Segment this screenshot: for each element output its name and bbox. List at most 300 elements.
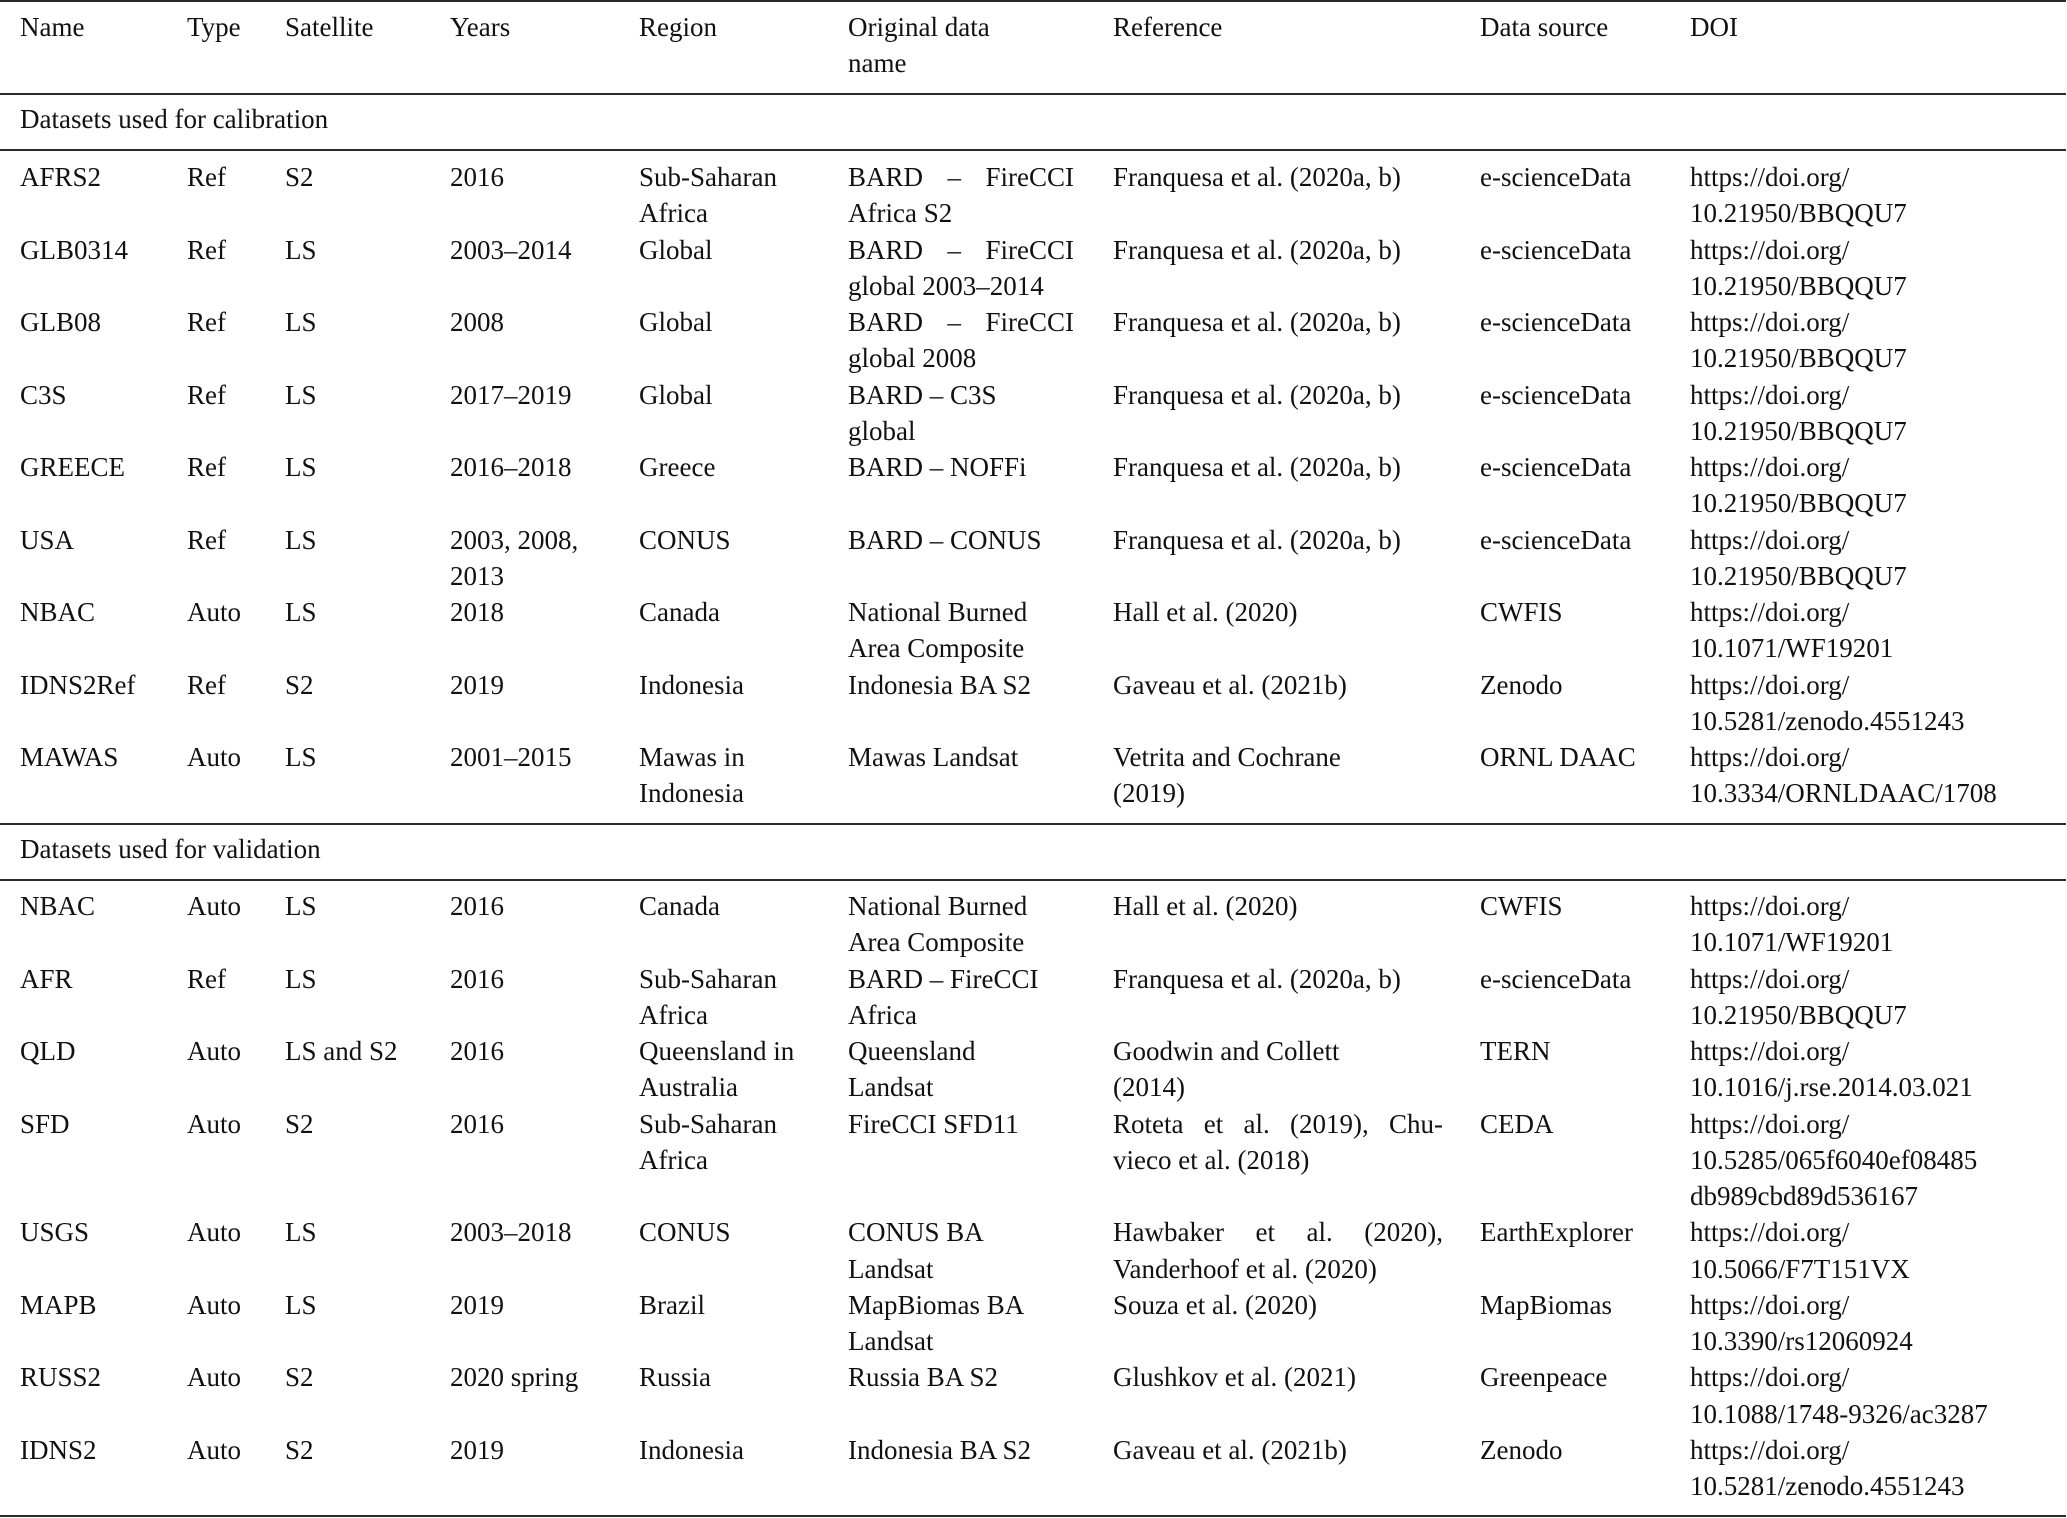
cell-satellite — [285, 1287, 317, 1323]
cell-original-line: Indonesia BA S2 — [848, 669, 1032, 700]
cell-type-line: Auto — [187, 1289, 241, 1320]
cell-original — [848, 522, 1074, 558]
cell-type — [187, 1214, 241, 1250]
cell-years-line: 2016–2018 — [450, 452, 572, 482]
column-header-doi — [1690, 9, 1738, 45]
cell-source — [1480, 232, 1631, 268]
cell-doi — [1690, 522, 1907, 595]
cell-type — [187, 1287, 241, 1323]
column-header-region — [639, 9, 717, 45]
cell-name — [20, 232, 128, 268]
cell-name — [20, 1106, 70, 1142]
cell-doi-line: https://doi.org/ — [1690, 379, 1850, 410]
cell-doi-line: https://doi.org/ — [1690, 307, 1850, 337]
cell-doi — [1690, 888, 1893, 961]
column-header-type — [187, 9, 241, 45]
cell-years-line: 2001–2015 — [450, 742, 572, 772]
cell-name — [20, 1214, 89, 1250]
column-header-label: Reference — [1113, 12, 1223, 42]
cell-doi-line: https://doi.org/ — [1690, 234, 1850, 265]
cell-satellite-line: LS — [285, 891, 317, 921]
cell-region — [639, 1287, 705, 1323]
cell-reference-line: (2019) — [1113, 778, 1185, 809]
cell-name-line: MAWAS — [20, 742, 119, 772]
cell-satellite — [285, 594, 317, 630]
cell-original — [848, 304, 1074, 377]
cell-region — [639, 888, 720, 924]
cell-region-line: Brazil — [639, 1289, 705, 1320]
cell-name-line: RUSS2 — [20, 1362, 102, 1393]
cell-region — [639, 449, 715, 485]
cell-region-line: Global — [639, 379, 713, 410]
cell-reference — [1113, 449, 1443, 485]
cell-doi — [1690, 232, 1907, 305]
cell-original-line: BARD – FireCCI — [848, 963, 1039, 994]
cell-years — [450, 888, 504, 924]
cell-region-line: Africa — [639, 198, 708, 229]
cell-region-line: Indonesia — [639, 1434, 744, 1465]
cell-original-line: Russia BA S2 — [848, 1362, 999, 1393]
cell-years-line: 2018 — [450, 597, 504, 627]
cell-original — [848, 961, 1074, 1034]
cell-source-line: e-scienceData — [1480, 452, 1632, 482]
cell-name-line: USA — [20, 524, 75, 555]
cell-satellite-line: LS — [285, 379, 317, 410]
cell-source — [1480, 304, 1631, 340]
cell-reference — [1113, 1214, 1443, 1287]
column-header-label: Type — [187, 12, 241, 42]
cell-original — [848, 888, 1074, 961]
cell-region-line: Indonesia — [639, 778, 744, 809]
cell-reference — [1113, 522, 1443, 558]
cell-name — [20, 888, 95, 924]
cell-doi — [1690, 377, 1907, 450]
cell-satellite — [285, 304, 317, 340]
cell-reference-line: (2014) — [1113, 1072, 1185, 1103]
cell-doi — [1690, 594, 1893, 667]
cell-years-line: 2017–2019 — [450, 379, 572, 410]
cell-name-line: NBAC — [20, 597, 96, 627]
cell-years — [450, 667, 504, 703]
cell-doi-line: 10.5281/zenodo.4551243 — [1690, 1471, 1965, 1501]
cell-reference-line: Souza et al. (2020) — [1113, 1289, 1317, 1320]
cell-type — [187, 1359, 241, 1395]
cell-years — [450, 377, 572, 413]
cell-type-line: Auto — [187, 1108, 241, 1139]
cell-doi-line: 10.1088/1748-9326/ac3287 — [1690, 1398, 1988, 1429]
cell-region — [639, 594, 720, 630]
cell-years — [450, 1214, 572, 1250]
cell-name-line: AFR — [20, 963, 73, 994]
cell-reference-line: Franquesa et al. (2020a, b) — [1113, 162, 1401, 192]
cell-original-line: Mawas Landsat — [848, 742, 1019, 772]
cell-years-line: 2019 — [450, 1434, 504, 1465]
cell-name — [20, 1033, 76, 1069]
cell-satellite — [285, 1214, 317, 1250]
cell-type-line: Auto — [187, 1036, 241, 1066]
cell-original-line: Africa — [848, 999, 917, 1030]
cell-original — [848, 232, 1074, 305]
cell-doi-line: 10.21950/BBQQU7 — [1690, 999, 1907, 1030]
cell-years — [450, 739, 572, 775]
cell-satellite-line: LS and S2 — [285, 1036, 398, 1066]
cell-doi — [1690, 304, 1907, 377]
cell-type — [187, 1432, 241, 1468]
cell-doi-line: db989cbd89d536167 — [1690, 1181, 1918, 1211]
cell-years — [450, 961, 504, 997]
cell-satellite — [285, 961, 317, 997]
cell-doi-line: https://doi.org/ — [1690, 1289, 1850, 1320]
cell-region-line: Global — [639, 307, 713, 337]
cell-type — [187, 739, 241, 775]
cell-original-line: MapBiomas BA — [848, 1289, 1025, 1320]
cell-region — [639, 961, 777, 1034]
column-header-label: Name — [20, 12, 85, 42]
cell-reference — [1113, 1033, 1443, 1106]
cell-source-line: e-scienceData — [1480, 162, 1632, 192]
cell-type — [187, 961, 226, 997]
cell-source-line: TERN — [1480, 1036, 1551, 1066]
cell-reference-line: Franquesa et al. (2020a, b) — [1113, 307, 1401, 337]
cell-name-line: C3S — [20, 379, 67, 410]
cell-region-line: Indonesia — [639, 669, 744, 700]
cell-satellite — [285, 377, 317, 413]
cell-original — [848, 739, 1074, 775]
cell-original-line: BARD – NOFFi — [848, 452, 1027, 482]
cell-original-line: global 2008 — [848, 343, 977, 374]
cell-region-line: Russia — [639, 1362, 712, 1393]
cell-doi-line: https://doi.org/ — [1690, 1434, 1850, 1465]
cell-source-line: e-scienceData — [1480, 234, 1632, 265]
cell-region — [639, 1359, 711, 1395]
cell-source — [1480, 159, 1631, 195]
cell-region-line: Canada — [639, 891, 720, 921]
cell-original-line: global — [848, 415, 916, 446]
cell-doi-line: 10.21950/BBQQU7 — [1690, 560, 1907, 591]
cell-original-line: CONUS BA — [848, 1217, 984, 1248]
cell-original-line: Landsat — [848, 1253, 934, 1284]
cell-satellite-line: S2 — [285, 1362, 314, 1393]
cell-doi — [1690, 1033, 1973, 1106]
cell-source — [1480, 1359, 1607, 1395]
cell-name — [20, 961, 73, 997]
cell-doi — [1690, 739, 1997, 812]
cell-reference-line: Hawbaker et al. (2020), — [1113, 1217, 1443, 1248]
cell-years-line: 2016 — [450, 891, 504, 921]
cell-original-line: National Burned — [848, 597, 1028, 627]
cell-original — [848, 594, 1074, 667]
cell-doi-line: 10.21950/BBQQU7 — [1690, 270, 1907, 301]
cell-years-line: 2019 — [450, 669, 504, 700]
cell-satellite-line: LS — [285, 452, 317, 482]
cell-reference — [1113, 667, 1443, 703]
cell-source — [1480, 888, 1563, 924]
cell-type-line: Ref — [187, 524, 226, 555]
cell-source-line: e-scienceData — [1480, 379, 1632, 410]
cell-name — [20, 377, 67, 413]
cell-years — [450, 232, 572, 268]
cell-name-line: IDNS2 — [20, 1434, 97, 1465]
cell-doi-line: https://doi.org/ — [1690, 162, 1850, 192]
cell-years-line: 2016 — [450, 963, 504, 994]
cell-name — [20, 594, 95, 630]
cell-doi-line: 10.21950/BBQQU7 — [1690, 343, 1907, 374]
cell-original-line: BARD – CONUS — [848, 524, 1042, 555]
cell-name — [20, 522, 74, 558]
cell-reference — [1113, 304, 1443, 340]
cell-source — [1480, 594, 1563, 630]
cell-original-line: Area Composite — [848, 927, 1025, 958]
cell-reference-line: Franquesa et al. (2020a, b) — [1113, 524, 1401, 555]
cell-years-line: 2003–2018 — [450, 1217, 572, 1248]
cell-name — [20, 1359, 101, 1395]
cell-source-line: Greenpeace — [1480, 1362, 1608, 1393]
cell-region — [639, 304, 713, 340]
cell-name — [20, 304, 101, 340]
cell-reference-line: Vanderhoof et al. (2020) — [1113, 1253, 1377, 1284]
cell-years-line: 2016 — [450, 1108, 504, 1139]
cell-satellite-line: S2 — [285, 1434, 314, 1465]
cell-region-line: Canada — [639, 597, 720, 627]
cell-doi-line: https://doi.org/ — [1690, 1108, 1850, 1139]
cell-doi — [1690, 1214, 1910, 1287]
cell-source — [1480, 1033, 1551, 1069]
cell-doi-line: https://doi.org/ — [1690, 1362, 1850, 1393]
cell-years — [450, 522, 578, 595]
cell-region-line: CONUS — [639, 524, 731, 555]
cell-region-line: Australia — [639, 1072, 738, 1103]
cell-years — [450, 1287, 504, 1323]
cell-name-line: NBAC — [20, 891, 96, 921]
cell-doi-line: https://doi.org/ — [1690, 1036, 1850, 1066]
cell-type — [187, 522, 226, 558]
column-header-label: Satellite — [285, 12, 374, 42]
cell-reference — [1113, 961, 1443, 997]
cell-reference-line: Franquesa et al. (2020a, b) — [1113, 234, 1401, 265]
cell-years-line: 2013 — [450, 560, 504, 591]
cell-region-line: Queensland in — [639, 1036, 795, 1066]
cell-source-line: Zenodo — [1480, 1434, 1563, 1465]
cell-years-line: 2020 spring — [450, 1362, 579, 1393]
cell-original-line: FireCCI SFD11 — [848, 1108, 1019, 1139]
cell-years — [450, 1033, 504, 1069]
cell-type-line: Ref — [187, 162, 226, 192]
cell-doi-line: 10.21950/BBQQU7 — [1690, 488, 1907, 519]
column-header-reference — [1113, 9, 1222, 45]
cell-reference-line: Goodwin and Collett — [1113, 1036, 1340, 1066]
cell-source — [1480, 667, 1562, 703]
cell-reference — [1113, 888, 1443, 924]
cell-satellite — [285, 1033, 398, 1069]
cell-doi-line: 10.21950/BBQQU7 — [1690, 198, 1907, 229]
cell-years — [450, 1106, 504, 1142]
cell-reference-line: Gaveau et al. (2021b) — [1113, 669, 1347, 700]
cell-satellite — [285, 1359, 314, 1395]
cell-satellite-line: S2 — [285, 162, 314, 192]
cell-name-line: USGS — [20, 1217, 90, 1248]
cell-type — [187, 1033, 241, 1069]
cell-type-line: Ref — [187, 307, 226, 337]
cell-region-line: Sub-Saharan — [639, 963, 777, 994]
cell-type — [187, 1106, 241, 1142]
cell-name-line: AFRS2 — [20, 162, 102, 192]
cell-years — [450, 304, 504, 340]
cell-type-line: Ref — [187, 452, 226, 482]
cell-name-line: QLD — [20, 1036, 76, 1066]
cell-doi-line: https://doi.org/ — [1690, 452, 1850, 482]
cell-source-line: ORNL DAAC — [1480, 742, 1636, 772]
cell-reference — [1113, 1359, 1443, 1395]
cell-original-line: BARD – FireCCI — [848, 234, 1074, 265]
cell-satellite — [285, 667, 314, 703]
section-label: Datasets used for validation — [20, 834, 321, 864]
cell-satellite — [285, 159, 314, 195]
cell-region — [639, 1432, 744, 1468]
cell-years-line: 2003–2014 — [450, 234, 572, 265]
cell-name-line: MAPB — [20, 1289, 97, 1320]
cell-type — [187, 449, 226, 485]
cell-doi-line: https://doi.org/ — [1690, 524, 1850, 555]
column-header-label: Years — [450, 12, 511, 42]
section-rule-calibration — [0, 149, 2066, 151]
section-end-rule-calibration — [0, 823, 2066, 825]
cell-region-line: Sub-Saharan — [639, 162, 777, 192]
cell-reference — [1113, 739, 1443, 812]
cell-region — [639, 667, 744, 703]
cell-doi — [1690, 159, 1907, 232]
cell-source — [1480, 522, 1631, 558]
cell-original — [848, 1287, 1074, 1360]
cell-reference-line: Franquesa et al. (2020a, b) — [1113, 452, 1401, 482]
column-header-original — [848, 9, 990, 82]
cell-source-line: CEDA — [1480, 1108, 1554, 1139]
cell-region — [639, 1214, 731, 1250]
cell-type-line: Ref — [187, 669, 226, 700]
cell-doi — [1690, 449, 1907, 522]
cell-source — [1480, 377, 1631, 413]
cell-source — [1480, 1214, 1633, 1250]
cell-satellite — [285, 1106, 314, 1142]
cell-doi-line: 10.3334/ORNLDAAC/1708 — [1690, 778, 1997, 809]
cell-satellite-line: LS — [285, 307, 317, 337]
cell-reference-line: Franquesa et al. (2020a, b) — [1113, 379, 1401, 410]
cell-type-line: Auto — [187, 1362, 241, 1393]
cell-name — [20, 667, 136, 703]
cell-satellite — [285, 888, 317, 924]
cell-original-line: National Burned — [848, 891, 1028, 921]
cell-doi-line: https://doi.org/ — [1690, 597, 1850, 627]
cell-original — [848, 1359, 1074, 1395]
cell-doi-line: https://doi.org/ — [1690, 742, 1850, 772]
cell-original-line: Landsat — [848, 1072, 934, 1103]
cell-region — [639, 377, 713, 413]
cell-type-line: Ref — [187, 234, 226, 265]
cell-years — [450, 449, 572, 485]
cell-source-line: CWFIS — [1480, 891, 1563, 921]
cell-reference — [1113, 594, 1443, 630]
cell-type — [187, 594, 241, 630]
cell-name-line: GLB08 — [20, 307, 101, 337]
cell-satellite — [285, 522, 317, 558]
cell-original-line: Indonesia BA S2 — [848, 1434, 1032, 1465]
cell-region — [639, 522, 731, 558]
column-header-satellite — [285, 9, 373, 45]
cell-doi-line: 10.3390/rs12060924 — [1690, 1326, 1913, 1356]
cell-region — [639, 739, 745, 812]
cell-reference-line: vieco et al. (2018) — [1113, 1144, 1310, 1175]
cell-original-line: Landsat — [848, 1326, 934, 1356]
cell-type — [187, 304, 226, 340]
cell-years — [450, 159, 504, 195]
cell-reference-line: Roteta et al. (2019), Chu- — [1113, 1108, 1443, 1139]
cell-name-line: GREECE — [20, 452, 125, 482]
cell-type — [187, 377, 226, 413]
cell-original — [848, 159, 1074, 232]
cell-region-line: Greece — [639, 452, 716, 482]
cell-original-line: BARD – C3S — [848, 379, 997, 410]
cell-source — [1480, 1106, 1554, 1142]
cell-original — [848, 1106, 1074, 1142]
cell-years — [450, 1432, 504, 1468]
column-header-years — [450, 9, 510, 45]
cell-type-line: Auto — [187, 1217, 241, 1248]
cell-region-line: CONUS — [639, 1217, 731, 1248]
cell-doi — [1690, 667, 1964, 740]
cell-type — [187, 888, 241, 924]
cell-type-line: Ref — [187, 379, 226, 410]
cell-doi — [1690, 961, 1907, 1034]
cell-original-line: BARD – FireCCI — [848, 307, 1074, 337]
cell-reference-line: Hall et al. (2020) — [1113, 891, 1298, 921]
cell-reference — [1113, 159, 1443, 195]
column-header-label: Data source — [1480, 12, 1609, 42]
cell-satellite-line: S2 — [285, 1108, 314, 1139]
cell-doi-line: 10.1071/WF19201 — [1690, 927, 1894, 958]
section-rule-validation — [0, 879, 2066, 881]
cell-satellite — [285, 739, 317, 775]
cell-years — [450, 594, 504, 630]
cell-reference — [1113, 1106, 1443, 1179]
cell-source — [1480, 1287, 1612, 1323]
cell-name-line: SFD — [20, 1108, 70, 1139]
cell-satellite-line: LS — [285, 1217, 317, 1248]
cell-doi — [1690, 1432, 1964, 1505]
top-rule — [0, 0, 2066, 2]
cell-region — [639, 232, 713, 268]
cell-source-line: e-scienceData — [1480, 307, 1632, 337]
cell-name-line: GLB0314 — [20, 234, 128, 265]
cell-name — [20, 1287, 97, 1323]
cell-years-line: 2019 — [450, 1289, 504, 1320]
cell-years — [450, 1359, 578, 1395]
cell-original-line: global 2003–2014 — [848, 270, 1044, 301]
cell-region-line: Global — [639, 234, 713, 265]
cell-original — [848, 449, 1074, 485]
cell-type — [187, 667, 226, 703]
cell-doi — [1690, 1106, 1977, 1215]
cell-type — [187, 159, 226, 195]
cell-original — [848, 1033, 1074, 1106]
cell-source-line: e-scienceData — [1480, 963, 1632, 994]
cell-reference — [1113, 377, 1443, 413]
cell-region-line: Africa — [639, 1144, 708, 1175]
cell-satellite-line: LS — [285, 963, 317, 994]
cell-reference-line: Gaveau et al. (2021b) — [1113, 1434, 1347, 1465]
cell-original — [848, 667, 1074, 703]
cell-doi-line: https://doi.org/ — [1690, 891, 1850, 921]
cell-original-line: Africa S2 — [848, 198, 953, 229]
cell-name — [20, 739, 118, 775]
